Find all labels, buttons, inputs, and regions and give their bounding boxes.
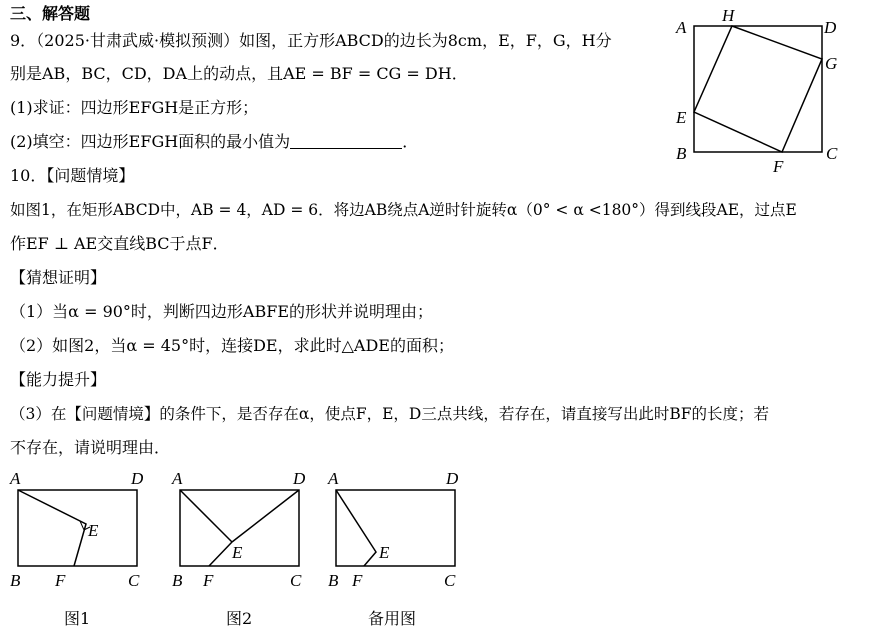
segment-ae-ef bbox=[18, 490, 86, 566]
q10-line1: 如图1，在矩形ABCD中，AB = 4，AD = 6．将边AB绕点A逆时针旋转α（0° < α <180°）得到线段AE，过点E bbox=[10, 201, 797, 219]
fig2-label-E: E bbox=[232, 543, 243, 562]
segment-ae-ef bbox=[336, 490, 376, 566]
figure-backup-caption: 备用图 bbox=[368, 609, 417, 628]
label-B: B bbox=[676, 144, 687, 163]
q9-part2-prefix: (2)填空：四边形EFGH面积的最小值为 bbox=[10, 132, 291, 151]
fig3-label-F: F bbox=[352, 571, 363, 590]
answer-blank[interactable] bbox=[290, 132, 402, 149]
segment-de bbox=[232, 490, 299, 542]
figure-2 bbox=[170, 470, 310, 592]
fig1-label-F: F bbox=[55, 571, 66, 590]
label-H: H bbox=[722, 6, 735, 25]
figure-1 bbox=[8, 470, 148, 592]
q10-sub2-q3-line2: 不存在，请说明理由． bbox=[10, 438, 171, 457]
label-E: E bbox=[676, 108, 687, 127]
q10-sub1-title: 【猜想证明】 bbox=[10, 268, 107, 287]
fig3-label-D: D bbox=[446, 469, 459, 488]
q9-line2: 别是AB，BC，CD，DA上的动点，且AE = BF = CG = DH． bbox=[10, 64, 468, 83]
fig1-label-D: D bbox=[131, 469, 144, 488]
q10-sub1-q1: （1）当α = 90°时，判断四边形ABFE的形状并说明理由； bbox=[10, 302, 434, 321]
square-efgh bbox=[694, 26, 822, 152]
q9-part2 bbox=[10, 132, 418, 152]
fig3-label-E: E bbox=[379, 543, 390, 562]
fig2-label-B: B bbox=[172, 571, 183, 590]
fig1-label-B: B bbox=[10, 571, 21, 590]
fig2-label-D: D bbox=[293, 469, 306, 488]
q10-sub1-q2: （2）如图2，当α = 45°时，连接DE，求此时△ADE的面积； bbox=[10, 336, 454, 355]
section-title: 三、解答题 bbox=[10, 4, 91, 23]
fig1-label-A: A bbox=[10, 469, 21, 488]
rect-abcd bbox=[336, 490, 455, 566]
figure-1-caption: 图1 bbox=[64, 609, 91, 628]
fig3-label-C: C bbox=[444, 571, 456, 590]
segment-ef bbox=[209, 542, 232, 566]
q10-line2: 作EF ⊥ AE交直线BC于点F． bbox=[10, 234, 229, 253]
q10-sub2-q3-line1: （3）在【问题情境】的条件下，是否存在α，使点F，E，D三点共线，若存在，请直接写出此时BF的长度；若 bbox=[10, 405, 769, 423]
label-A: A bbox=[676, 18, 687, 37]
fig1-label-E: E bbox=[88, 521, 99, 540]
fig1-label-C: C bbox=[128, 571, 140, 590]
fig2-label-F: F bbox=[203, 571, 214, 590]
q10-title: 10．【问题情境】 bbox=[10, 166, 135, 185]
label-C: C bbox=[826, 144, 838, 163]
q9-line1: 9．（2025·甘肃武威·模拟预测）如图，正方形ABCD的边长为8cm，E，F，G，H分 bbox=[10, 31, 612, 50]
q9-figure bbox=[670, 4, 870, 176]
fig3-label-A: A bbox=[328, 469, 339, 488]
q9-part2-suffix: ． bbox=[402, 132, 419, 151]
label-D: D bbox=[824, 18, 837, 37]
fig2-label-A: A bbox=[172, 469, 183, 488]
segment-ae bbox=[180, 490, 232, 542]
label-G: G bbox=[825, 54, 838, 73]
fig2-label-C: C bbox=[290, 571, 302, 590]
label-F: F bbox=[773, 157, 784, 176]
figure-2-caption: 图2 bbox=[226, 609, 253, 628]
square-abcd bbox=[694, 26, 822, 152]
q9-part1: (1)求证：四边形EFGH是正方形； bbox=[10, 98, 259, 117]
q10-sub2-title: 【能力提升】 bbox=[10, 370, 107, 389]
fig3-label-B: B bbox=[328, 571, 339, 590]
figure-backup bbox=[326, 470, 466, 592]
